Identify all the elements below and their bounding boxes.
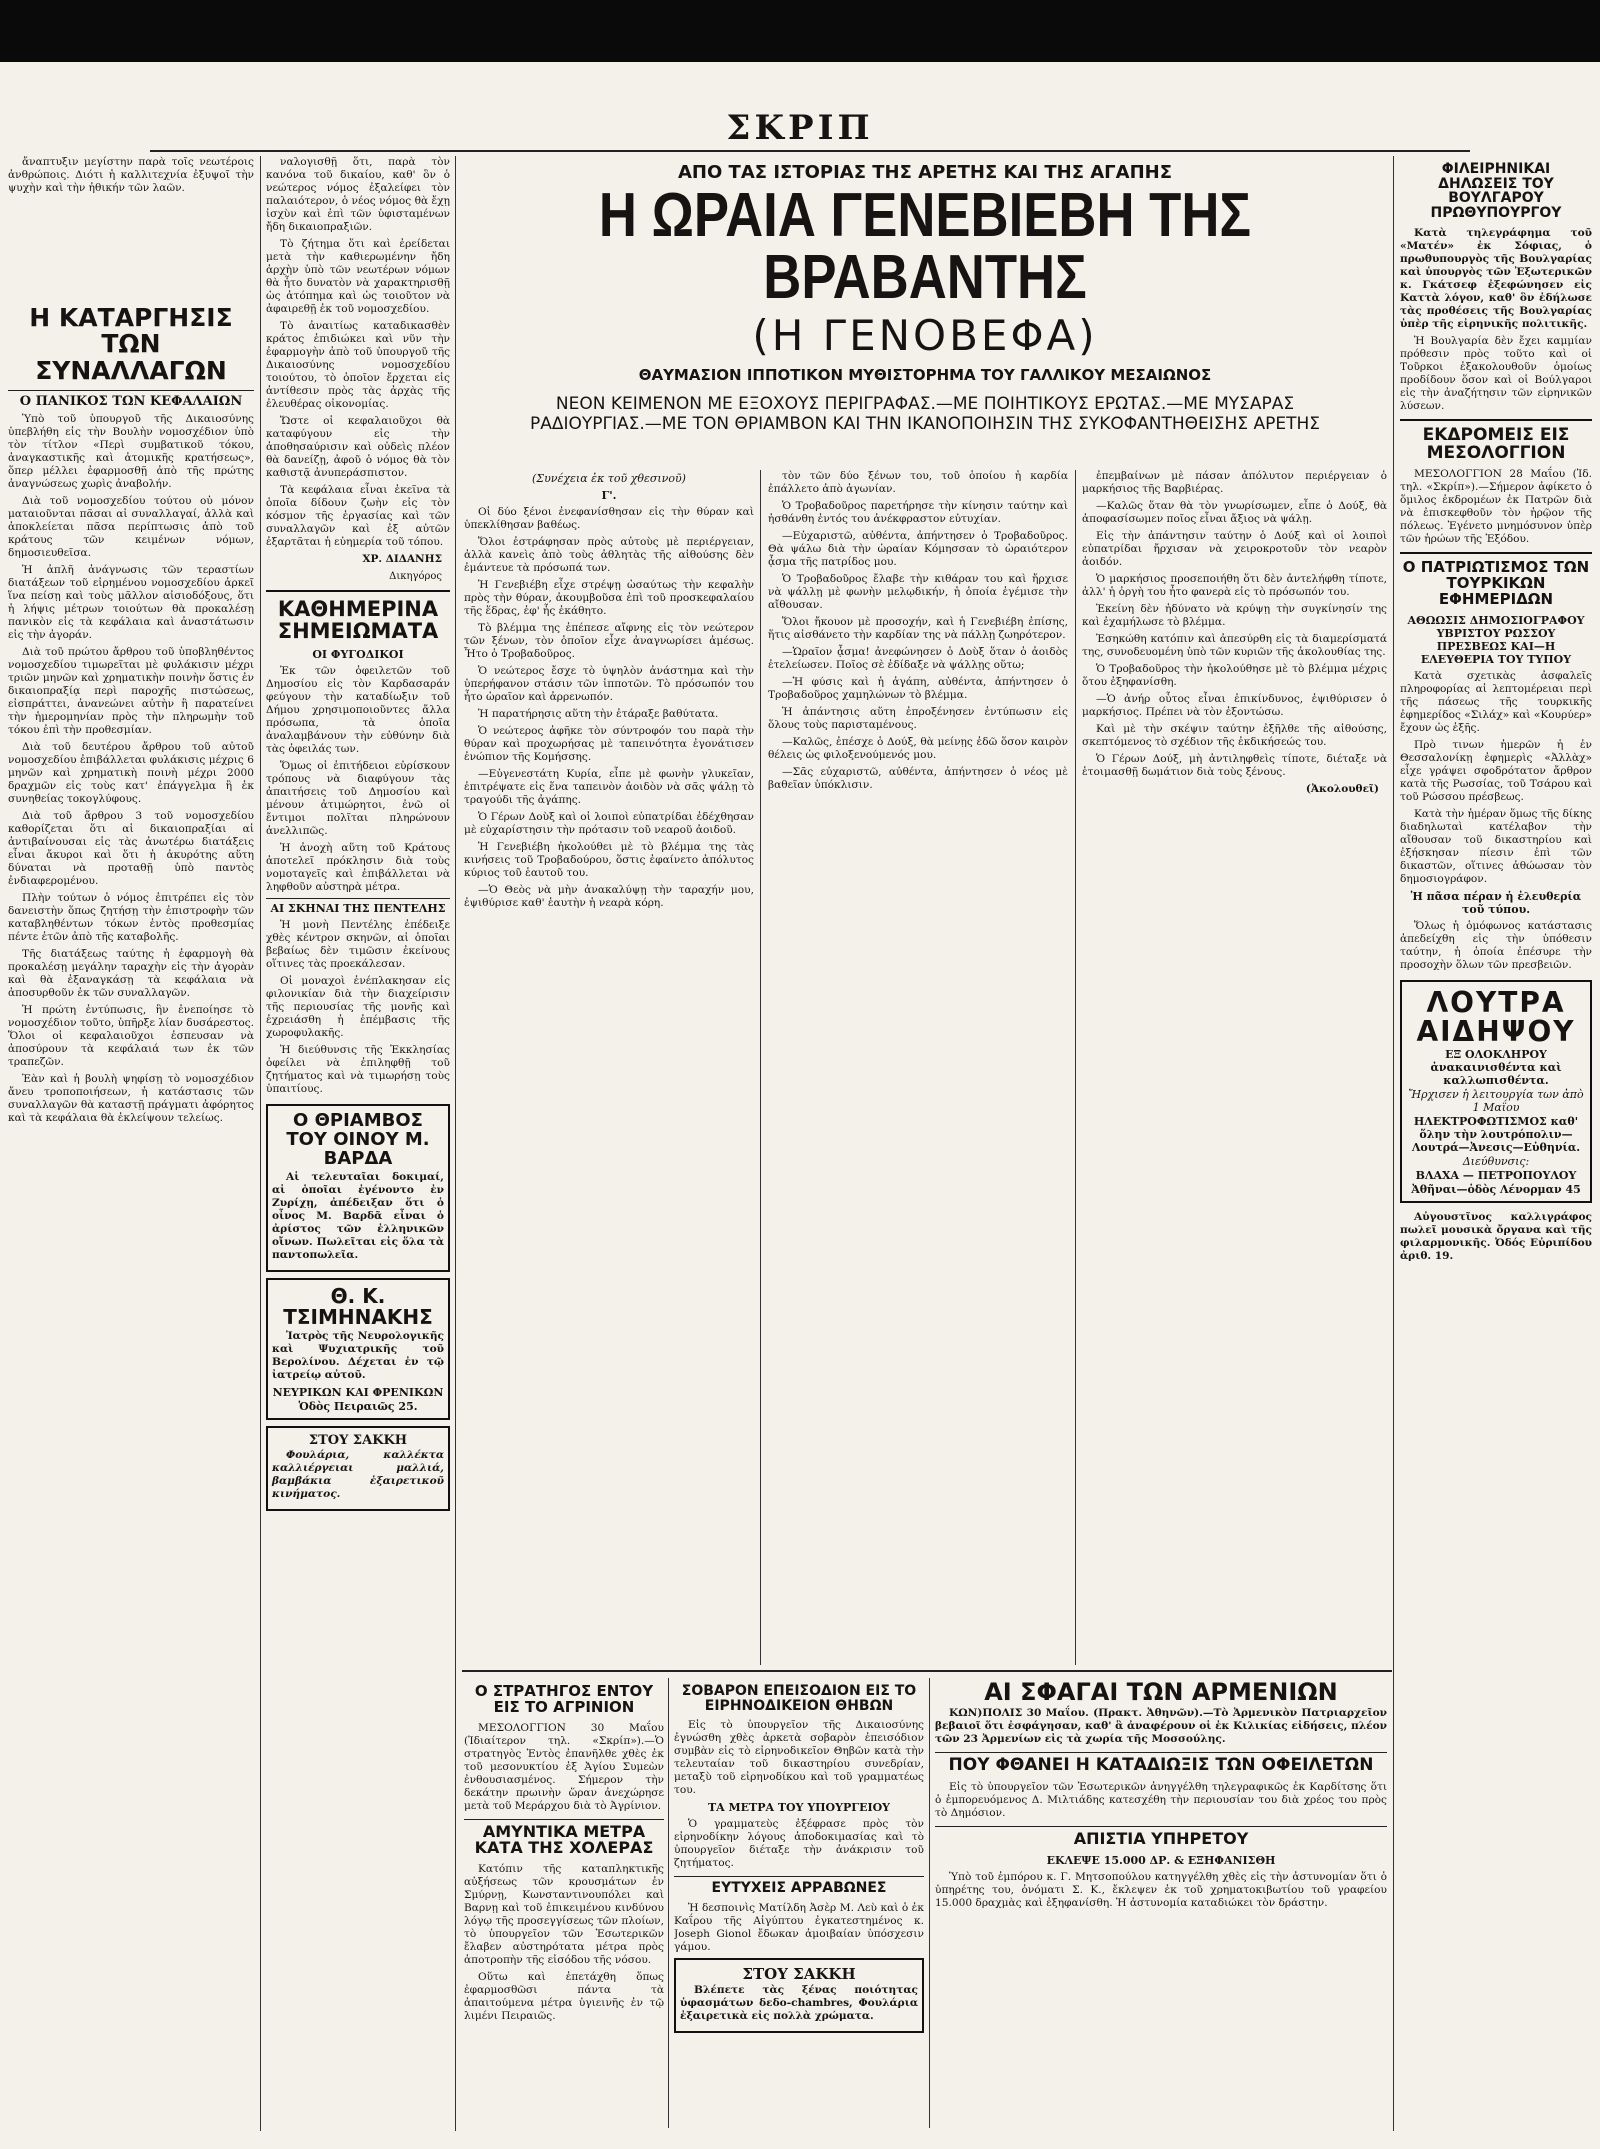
- article-text: Εἰς τὸ ὑπουργεῖον τῶν Ἐσωτερικῶν ἀνηγγέλθη τηλεγραφικῶς ἐκ Καρδίτσης ὅτι ὁ ἐμπορευόμενος Δ. Μιλτιάδης κατεσχέθη τὴν περιουσίαν του διὰ χρέος του πρὸς τὸ Δημόσιον.: [935, 1781, 1387, 1820]
- article-text: Διὰ τοῦ πρώτου ἄρθρου τοῦ ὑποβληθέντος νομοσχεδίου τιμωρεῖται μὲ φυλάκισιν μέχρι τριῶν μηνῶν καὶ χρηματικὴν ποινὴν ὅστις ἐν δικαιοπραξίᾳ περὶ παροχῆς πιστώσεως, εἰσπράττει, ἀνανεώνει αὐτὴν ἢ παρατείνει τὴν ἡμερομηνίαν πρὸς τὴν πληρωμὴν τοῦ τόκου ἐπὶ τὴν προθεσμίαν.: [8, 645, 254, 736]
- novel-kicker: ΑΠΟ ΤΑΣ ΙΣΤΟΡΙΑΣ ΤΗΣ ΑΡΕΤΗΣ ΚΑΙ ΤΗΣ ΑΓΑΠΗΣ: [677, 162, 1173, 183]
- article-title: ΑΙ ΣΦΑΓΑΙ ΤΩΝ ΑΡΜΕΝΙΩΝ: [984, 1678, 1338, 1706]
- novel-text: Ἐκείνη δὲν ἠδύνατο νὰ κρύψῃ τὴν συγκίνησίν της καὶ ἐχαμήλωσε τὸ βλέμμα.: [1082, 603, 1387, 628]
- article-subtitle: Ο ΠΑΝΙΚΟΣ ΤΩΝ ΚΕΦΑΛΑΙΩΝ: [8, 390, 254, 409]
- bottom-column-1: [464, 1678, 664, 2128]
- advertisement-doctor: [266, 1278, 450, 1420]
- novel-column-2: [768, 470, 1068, 1660]
- novel-text: Ὁ νεώτερος ἔσχε τὸ ὑψηλὸν ἀνάστημα καὶ τὴν ὑπερήφανον στάσιν τῶν ἱπποτῶν. Τὸ πρόσωπόν του ἦτο ὡραῖον καὶ ἀρρενωπόν.: [464, 665, 754, 703]
- novel-text: ἐπεμβαίνων μὲ πάσαν ἀπόλυτον περιέργειαν ὁ μαρκήσιος τῆς Βαρβιέρας.: [1082, 470, 1387, 495]
- article-text: Τῆς διατάξεως ταύτης ἡ ἐφαρμογὴ θὰ προκαλέσῃ μεγάλην ταραχὴν εἰς τὴν ἀγορὰν καὶ θὰ ἐξαναγκάσῃ τὰ κεφάλαια νὰ ἀποσυρθοῦν ἐκ τῶν συναλλαγῶν.: [8, 947, 254, 999]
- ad-title: Θ. Κ. ΤΣΙΜΗΝΑΚΗΣ: [283, 1283, 433, 1329]
- novel-tagline: ΘΑΥΜΑΣΙΟΝ ΙΠΠΟΤΙΚΟΝ ΜΥΘΙΣΤΟΡΗΜΑ ΤΟΥ ΓΑΛΛΙΚΟΥ ΜΕΣΑΙΩΝΟΣ: [638, 366, 1212, 384]
- article-text: Κατὰ τηλεγράφημα τοῦ «Ματέν» ἐκ Σόφιας, ὁ πρωθυπουργὸς τῆς Βουλγαρίας καὶ ὑπουργὸς τῶν Ἐξωτερικῶν κ. Γκάτσεφ ἐξεφώνησεν εἰς Καττὰ λόγον, καθ' ὃν ἐδήλωσε τὰς προθέσεις τῆς Βουλγαρίας ὑπὲρ τῆς εἰρηνικῆς πολιτικῆς.: [1400, 226, 1592, 330]
- bottom-column-3: [935, 1678, 1387, 2128]
- article-text: Πλὴν τούτων ὁ νόμος ἐπιτρέπει εἰς τὸν δανειστὴν ὅπως ζητήσῃ τὴν ἐπιστροφὴν τῶν καταβληθέντων τόκων ἐντὸς προθεσμίας πέντε ἐτῶν ἀπὸ τῆς καταβολῆς.: [8, 891, 254, 943]
- article-text: Ὑπὸ τοῦ ἐμπόρου κ. Γ. Μητσοπούλου κατηγγέλθη χθὲς εἰς τὴν ἀστυνομίαν ὅτι ὁ ὑπηρέτης του, ὀνόματι Σ. Κ., ἔκλεψεν ἐκ τοῦ χρηματοκιβωτίου τοῦ γραφείου 15.000 δραχμὰς καὶ ἐξηφανίσθη. Ἡ ἀστυνομία καταδιώκει τὸν δράστην.: [935, 1870, 1387, 1909]
- article-text: ΚΩΝ)ΠΟΛΙΣ 30 Μαΐου. (Πρακτ. Ἀθηνῶν).—Τὸ Ἀρμενικὸν Πατριαρχεῖον βεβαιοῖ ὅτι ἐσφάγησαν, καθ' ἃ ἀναφέρουν οἱ ἐκ Κιλικίας εἰδήσεις, πλέον τῶν 23 Ἀρμενίων εἰς τὰ χωρία τῆς Μοσσούλης.: [935, 1707, 1387, 1746]
- article-subtitle: ΕΚΛΕΨΕ 15.000 ΔΡ. & ΕΞΗΦΑΝΙΣΘΗ: [1046, 1853, 1276, 1867]
- article-subtitle: Ἡ πᾶσα πέραν ἡ ἐλευθερία τοῦ τύπου.: [1410, 889, 1582, 916]
- note-text: Οἱ μοναχοὶ ἐνέπλακησαν εἰς φιλονικίαν διὰ τὴν διαχείρισιν τῆς περιουσίας τῆς μονῆς καὶ ἐχρειάσθη ἡ ἐπέμβασις τῆς χωροφυλακῆς.: [266, 975, 450, 1040]
- novel-text: Οἱ δύο ξένοι ἐνεφανίσθησαν εἰς τὴν θύραν καὶ ὑπεκλίθησαν βαθέως.: [464, 506, 754, 531]
- novel-text: Ἡ Γενεβιέβη ἠκολούθει μὲ τὸ βλέμμα της τὰς κινήσεις τοῦ Τροβαδούρου, ὅστις ἐφαίνετο ἀπόλυτος κύριος τοῦ ἑαυτοῦ του.: [464, 841, 754, 879]
- novel-text: τὸν τῶν δύο ξένων του, τοῦ ὁποίου ἡ καρδία ἐπάλλετο ἀπὸ ἀγωνίαν.: [768, 470, 1068, 495]
- note-text: Ἡ μονὴ Πεντέλης ἐπέδειξε χθὲς κέντρον σκηνῶν, αἱ ὁποῖαι βεβαίως δὲν τιμῶσιν ἐκείνους οἵτινες τὰς προεκάλεσαν.: [266, 919, 450, 971]
- novel-text: Τὸ βλέμμα της ἐπέπεσε αἴφνης εἰς τὸν νεώτερον τῶν ξένων, τὸν ὁποῖον εἶχε ἀναγνωρίσει ἀμέσως. Ἦτο ὁ Τροβαδοῦρος.: [464, 622, 754, 660]
- continued-marker: (Ἀκολουθεῖ): [1305, 783, 1379, 795]
- novel-text: —Σᾶς εὐχαριστῶ, αὐθέντα, ἀπήντησεν ὁ νέος μὲ βαθεῖαν ὑπόκλισιν.: [768, 766, 1068, 791]
- article-text: Τὰ κεφάλαια εἶναι ἐκεῖνα τὰ ὁποῖα δίδουν ζωὴν εἰς τὸν κόσμον τῆς ἐργασίας καὶ τῶν συναλλαγῶν καὶ ἐξ αὐτῶν ἐξαρτᾶται ἡ εὐημερία τοῦ τόπου.: [266, 484, 450, 548]
- article-title: ΑΠΙΣΤΙΑ ΥΠΗΡΕΤΟΥ: [935, 1826, 1387, 1848]
- column-rule: [1075, 470, 1076, 1665]
- novel-text: Ἐσηκώθη κατόπιν καὶ ἀπεσύρθη εἰς τὰ διαμερίσματά της, συνοδευομένη ὑπὸ τῶν κυριῶν τῆς ἀκολουθίας της.: [1082, 633, 1387, 658]
- novel-text: —Ὡραῖον ᾆσμα! ἀνεφώνησεν ὁ Δοὺξ ὅταν ὁ ἀοιδὸς ἐτελείωσεν. Ποῖος σὲ ἐδίδαξε νὰ ψάλλῃς οὕτω;: [768, 646, 1068, 671]
- author-signature: ΧΡ. ΔΙΔΑΝΗΣ: [362, 553, 442, 565]
- article-text: Ἡ πρώτη ἐντύπωσις, ἣν ἐνεποίησε τὸ νομοσχέδιον τοῦτο, ὑπῆρξε λίαν δυσάρεστος. Ὅλοι οἱ κεφαλαιοῦχοι ἐσπευσαν νὰ ἀποσύρουν τὰ κεφάλαιά των ἐκ τῶν τραπεζῶν.: [8, 1003, 254, 1068]
- ad-line: Ἤρχισεν ἡ λειτουργία των ἀπὸ 1 Μαΐου: [1408, 1088, 1584, 1115]
- column-1: [8, 156, 254, 2141]
- chapter-number: Γ'.: [601, 489, 617, 502]
- novel-text: Ἡ ἀπάντησις αὕτη ἐπροξένησεν ἐντύπωσιν εἰς ὅλους τοὺς παρισταμένους.: [768, 706, 1068, 731]
- article-text: Πρὸ τινων ἡμερῶν ἡ ἐν Θεσσαλονίκῃ ἐφημερὶς «Ἀλλὰχ» εἶχε γράψει σφοδρότατον ἄρθρον κατὰ τῆς Ρωσσίας, τοῦ Τσάρου καὶ τοῦ Ρώσσου πρέσβεως.: [1400, 738, 1592, 803]
- ad-line: Ἀθῆναι—ὁδὸς Λένορμαν 45: [1411, 1183, 1581, 1197]
- note-text: Ἐκ τῶν ὀφειλετῶν τοῦ Δημοσίου εἰς τὸν Καρδασαράν φεύγουν τὴν καταδίωξιν τοῦ Δήμου χρησιμοποιοῦντες ἄλλα πρόσωπα, τὰ ὁποῖα ἀναλαμβάνουν τὴν εὐθύνην διὰ τὰς ὀφειλάς των.: [266, 665, 450, 756]
- advertisement-baths: [1400, 980, 1592, 1204]
- article-text: Εἰς τὸ ὑπουργεῖον τῆς Δικαιοσύνης ἐγνώσθη χθὲς ἀρκετὰ σοβαρὸν ἐπεισόδιον συμβὰν εἰς τὸ εἰρηνοδικεῖον Θηβῶν κατὰ τὴν τελευταίαν τοῦ δικαστηρίου συνεδρίαν, μεταξὺ τοῦ εἰρηνοδίκου καὶ τοῦ γραμματέως του.: [674, 1719, 924, 1797]
- article-text: ἄναπτυξιν μεγίστην παρὰ τοῖς νεωτέροις ἀνθρώποις. Διότι ἡ καλλιτεχνία ἐξυψοῖ τὴν ψυχὴν καὶ τὴν ἠθικήν τῶν λαῶν.: [8, 156, 254, 194]
- column-rule: [1393, 156, 1394, 2131]
- novel-text: Καὶ μὲ τὴν σκέψιν ταύτην ἐξῆλθε τῆς αἰθούσης, σκεπτόμενος τὸ σχέδιον τῆς ἐκδικήσεώς του.: [1082, 723, 1387, 748]
- ad-line: Διεύθυνσις:: [1462, 1155, 1530, 1169]
- article-title: ΦΙΛΕΙΡΗΝΙΚΑΙ ΔΗΛΩΣΕΙΣ ΤΟΥ ΒΟΥΛΓΑΡΟΥ ΠΡΩΘΥΠΟΥΡΓΟΥ: [1430, 161, 1562, 222]
- ad-title: ΣΤΟΥ ΣΑΚΚΗ: [742, 1965, 856, 1984]
- novel-text: Ὁ νεώτερος ἀφῆκε τὸν σύντροφόν του παρὰ τὴν θύραν καὶ προχωρήσας μὲ ταπεινότητα ἐγονάτισεν ἐνώπιον τῆς Κομήσσης.: [464, 725, 754, 763]
- article-text: ναλογισθῇ ὅτι, παρὰ τὸν κανόνα τοῦ δικαίου, καθ' ὃν ὁ νεώτερος νόμος ἐξαλείφει τὸν παλαιότερον, ὁ νέος νόμος θὰ ἔχῃ ἰσχὺν καὶ ἐπὶ τῶν ὑφισταμένων ἤδη δικαιοπραξιῶν.: [266, 156, 450, 233]
- novel-blurb: ΝΕΟΝ ΚΕΙΜΕΝΟΝ ΜΕ ΕΞΟΧΟΥΣ ΠΕΡΙΓΡΑΦΑΣ.—ΜΕ ΠΟΙΗΤΙΚΟΥΣ ΕΡΩΤΑΣ.—ΜΕ ΜΥΣΑΡΑΣ ΡΑΔΙΟΥΡΓΙΑΣ.—ΜΕ ΤΟΝ ΘΡΙΑΜΒΟΝ ΚΑΙ ΤΗΝ ΙΚΑΝΟΠΟΙΗΣΙΝ ΤΗΣ ΣΥΚΟΦΑΝΤΗΘΕΙΣΗΣ ΑΡΕΤΗΣ: [529, 394, 1320, 435]
- novel-column-1: [464, 470, 754, 1660]
- bottom-column-2: [674, 1678, 924, 2128]
- novel-text: Ὁ μαρκήσιος προσεποιήθη ὅτι δὲν ἀντελήφθη τίποτε, ἀλλ' ἡ ὀργὴ του ἦτο φανερὰ εἰς τὸ πρόσωπόν του.: [1082, 573, 1387, 598]
- article-title: Η ΚΑΤΑΡΓΗΣΙΣ ΤΩΝ ΣΥΝΑΛΛΑΓΩΝ: [29, 303, 233, 385]
- article-text: Ὥστε οἱ κεφαλαιοῦχοι θὰ καταφύγουν εἰς τὴν ἀποθησαύρισιν καὶ οὐδεὶς πλέον θὰ δανείζῃ, ἀφοῦ ὁ νόμος θὰ τὸν καθιστᾷ ἀνυπεράσπιστον.: [266, 415, 450, 479]
- ad-title: ΣΤΟΥ ΣΑΚΚΗ: [308, 1432, 408, 1448]
- section-rule: [462, 1670, 1392, 1672]
- article-text: Ὅλως ἡ ὁμόφωνος κατάστασις ἀπεδείχθη εἰς τὴν ὑπόθεσιν ταύτην, ἡ ὁποία ἐπέσυρε τὴν προσοχὴν ὅλων τῶν πρεσβειῶν.: [1400, 919, 1592, 971]
- article-title: ΕΚΔΡΟΜΕΙΣ ΕΙΣ ΜΕΣΟΛΟΓΓΙΟΝ: [1400, 419, 1592, 463]
- ad-text: Ἰατρὸς τῆς Νευρολογικῆς καὶ Ψυχιατρικῆς τοῦ Βερολίνου. Δέχεται ἐν τῷ ἰατρείῳ αὐτοῦ.: [272, 1329, 444, 1381]
- masthead-rule: [150, 150, 1470, 152]
- note-text: Ὅμως οἱ ἐπιτήδειοι εὑρίσκουν τρόπους νὰ διαφύγουν τὰς ἀπαιτήσεις τοῦ Δημοσίου καὶ μένουν ἀτιμώρητοι, ἐνῶ οἱ ἔντιμοι πολῖται πληρώνουν ἀνελλιπῶς.: [266, 760, 450, 838]
- novel-text: —Καλῶς ὅταν θὰ τὸν γνωρίσωμεν, εἶπε ὁ Δούξ, θὰ ἀποφασίσωμεν ποῖος εἶναι ἄξιος νὰ ψάλῃ.: [1082, 500, 1387, 525]
- ad-line: ΕΞ ΟΛΟΚΛΗΡΟΥ ἀνακαινισθέντα καὶ καλλωπισθέντα.: [1430, 1048, 1562, 1088]
- novel-text: Ὁ Τροβαδοῦρος παρετήρησε τὴν κίνησιν ταύτην καὶ ἠσθάνθη ἐντός του ἀνέκφραστον εὐτυχίαν.: [768, 500, 1068, 525]
- column-6: [1400, 156, 1592, 2141]
- novel-text: —Εὐγενεστάτη Κυρία, εἶπε μὲ φωνὴν γλυκεῖαν, ἐπιτρέψατε εἰς ἕνα ταπεινὸν ἀοιδὸν νὰ σᾶς ψάλῃ τὸ τραγούδι τῆς ἀγάπης.: [464, 768, 754, 806]
- article-text: Κατὰ σχετικὰς ἀσφαλεῖς πληροφορίας αἱ λεπτομέρειαι περὶ τῆς πάσεως τῆς τουρκικῆς ἐφημερίδος «Σιλάχ» καὶ «Κουρύερ» ἔχουν ὡς ἑξῆς.: [1400, 669, 1592, 734]
- novel-text: —Εὐχαριστῶ, αὐθέντα, ἀπήντησεν ὁ Τροβαδοῦρος. Θὰ ψάλω διὰ τὴν ὡραίαν Κόμησσαν τὸ ὡραιότερον ᾆσμα τῆς πατρίδος μου.: [768, 530, 1068, 568]
- article-text: Ἡ Βουλγαρία δὲν ἔχει καμμίαν πρόθεσιν πρὸς τοῦτο καὶ οἱ Τοῦρκοι ἐξακολουθοῦν ὁμοίως προδίδουν ὅσον καὶ οἱ Βούλγαροι εἰς τὴν ἀναζήτησιν τῶν εἰρηνικῶν λύσεων.: [1400, 334, 1592, 412]
- article-text: Διὰ τοῦ νομοσχεδίου τούτου οὐ μόνον ματαιοῦνται πᾶσαι αἱ συναλλαγαί, ἀλλὰ καὶ ἀποκλείεται πᾶσα περίπτωσις ἀπὸ τοῦ κράτους τῶν κειμένων νόμων, δημοσιευθεῖσα.: [8, 494, 254, 559]
- article-text: Τὸ ζήτημα ὅτι καὶ ἐρείδεται μετὰ τὴν καθιερωμένην ἤδη ἀρχὴν ὑπὸ τῶν νεωτέρων νόμων θὰ ἦτο δυνατὸν νὰ χαρακτηρισθῇ ὡς ἀτόπημα καὶ ὡς τοιοῦτον νὰ ἀφαιρεθῇ ἐκ τοῦ νομοσχεδίου.: [266, 238, 450, 315]
- novel-text: Ἡ παρατήρησις αὕτη τὴν ἐτάραξε βαθύτατα.: [478, 708, 719, 720]
- novel-text: —Ὁ ἀνήρ οὗτος εἶναι ἐπικίνδυνος, ἐψιθύρισεν ὁ μαρκήσιος. Πρέπει νὰ τὸν ἐξοντώσω.: [1082, 693, 1387, 718]
- article-title: ΠΟΥ ΦΘΑΝΕΙ Η ΚΑΤΑΔΙΩΞΙΣ ΤΩΝ ΟΦΕΙΛΕΤΩΝ: [935, 1752, 1387, 1775]
- author-role: Δικηγόρος: [389, 571, 442, 582]
- masthead: ΣΚΡΙΠ: [726, 108, 874, 148]
- ad-text: Φουλάρια, καλλέκτα καλλιέργειαι μαλλιά, βαμβάκια ἐξαιρετικοῦ κινήματος.: [272, 1448, 444, 1500]
- column-rule: [260, 156, 261, 2131]
- ad-title: Ο ΘΡΙΑΜΒΟΣ ΤΟΥ ΟΙΝΟΥ Μ. ΒΑΡΔΑ: [286, 1110, 430, 1169]
- novel-text: Ἡ Γενεβιέβη εἶχε στρέψῃ ὡσαύτως τὴν κεφαλὴν πρὸς τὴν θύραν, ἀκουμβοῦσα ἐπὶ τοῦ προσκεφαλαίου τῆς ἕδρας, ἐφ' ἧς ἐκάθητο.: [464, 579, 754, 617]
- note-title: ΑΙ ΣΚΗΝΑΙ ΤΗΣ ΠΕΝΤΕΛΗΣ: [266, 898, 450, 915]
- section-title: ΚΑΘΗΜΕΡΙΝΑ ΣΗΜΕΙΩΜΑΤΑ: [266, 590, 450, 642]
- novel-text: Ὁ Γέρων Δούξ, μὴ ἀντιληφθεὶς τίποτε, διέταξε νὰ ἑτοιμασθῇ δωμάτιον διὰ τοὺς ξένους.: [1082, 753, 1387, 778]
- continued-note: (Συνέχεια ἐκ τοῦ χθεσινοῦ): [532, 472, 686, 485]
- column-rule: [668, 1678, 669, 2128]
- article-text: Ὁ γραμματεὺς ἐξέφρασε πρὸς τὸν εἰρηνοδίκην λόγους ἀποδοκιμασίας καὶ τὸ ὑπουργεῖον διέταξε τὴν ἀνάκρισιν τοῦ ζητήματος.: [674, 1818, 924, 1870]
- novel-text: —Καλῶς, ἐπέσχε ὁ Δούξ, θὰ μείνῃς ἐδῶ ὅσον καιρὸν θέλεις ὡς φιλοξενούμενός μου.: [768, 736, 1068, 761]
- article-text: Κατὰ τὴν ἡμέραν ὅμως τῆς δίκης διαδηλωταὶ κατέλαβον τὴν αἴθουσαν τοῦ δικαστηρίου καὶ ἐξήσκησαν πίεσιν ἐπὶ τῶν δικαστῶν, οἵτινες ἀθώωσαν τὸν δημοσιογράφον.: [1400, 807, 1592, 885]
- ad-title: ΛΟΥΤΡΑ ΑΙΔΗΨΟΥ: [1416, 985, 1576, 1049]
- classified-ad: Αὐγουστῖνος καλλιγράφος πωλεῖ μουσικὰ ὄργανα καὶ τῆς φιλαρμονικῆς. Ὀδός Εὐριπίδου ἀριθ. 19.: [1400, 1211, 1592, 1263]
- advertisement-shop: [266, 1426, 450, 1511]
- article-title: Ο ΣΤΡΑΤΗΓΟΣ ΕΝΤΟΥ ΕΙΣ ΤΟ ΑΓΡΙΝΙΟΝ: [474, 1682, 654, 1716]
- ad-tag: ΝΕΥΡΙΚΩΝ ΚΑΙ ΦΡΕΝΙΚΩΝ: [272, 1385, 444, 1399]
- column-rule: [760, 470, 761, 1665]
- novel-text: Ὁ Γέρων Δοὺξ καὶ οἱ λοιποὶ εὐπατρίδαι ἐδέχθησαν μὲ εὐχαρίστησιν τὴν πρότασιν τοῦ νεαροῦ ἀοιδοῦ.: [464, 811, 754, 836]
- note-text: Ἡ διεύθυνσις τῆς Ἐκκλησίας ὀφείλει νὰ ἐπιληφθῇ τοῦ ζητήματος καὶ νὰ τιμωρήσῃ τοὺς ὑπαιτίους.: [266, 1044, 450, 1096]
- article-text: Διὰ τοῦ ἄρθρου 3 τοῦ νομοσχεδίου καθορίζεται ὅτι αἱ δικαιοπραξίαι αἱ ἀντιβαίνουσαι εἰς τὰς ἀνωτέρω διατάξεις εἶναι ἄκυροι καὶ ὅτι ἡ ἀκυρότης αὕτη δύναται νὰ προταθῇ ὑπὸ παντὸς ἐνδιαφερομένου.: [8, 809, 254, 887]
- article-text: ΜΕΣΟΛΟΓΓΙΟΝ 28 Μαΐου (Ἰδ. τηλ. «Σκρίπ»).—Σήμερον ἀφίκετο ὁ ὅμιλος ἐκδρομέων ἐκ Πατρῶν διὰ νὰ ἐπισκεφθοῦν τὸν ἡρῷον τῆς πόλεως. Ἐγένετο μνημόσυνον ὑπὲρ τῶν ἡρώων τῆς Ἐξόδου.: [1400, 468, 1592, 546]
- article-title: ΕΥΤΥΧΕΙΣ ΑΡΡΑΒΩΝΕΣ: [674, 1876, 924, 1896]
- novel-header: [462, 156, 1388, 468]
- article-text: Τὸ ἀναιτίως καταδικασθὲν κράτος ἐπιδιώκει καὶ νῦν τὴν ἐφαρμογὴν ἀπὸ τοῦ ὑπουργοῦ τῆς Δικαιοσύνης νομοσχεδίου τοιούτου, τὸ ὁποῖον ἔρχεται εἰς ἀντίθεσιν πρὸς τὰς ἀρχὰς τῆς ἐλευθέρας οἰκονομίας.: [266, 320, 450, 410]
- article-title: ΑΜΥΝΤΙΚΑ ΜΕΤΡΑ ΚΑΤΑ ΤΗΣ ΧΟΛΕΡΑΣ: [464, 1819, 664, 1858]
- article-title: Ο ΠΑΤΡΙΩΤΙΣΜΟΣ ΤΩΝ ΤΟΥΡΚΙΚΩΝ ΕΦΗΜΕΡΙΔΩΝ: [1400, 552, 1592, 607]
- column-2: [266, 156, 450, 2141]
- novel-subtitle: (Η ΓΕΝΟΒΕΦΑ): [752, 311, 1098, 360]
- article-subtitle: ΤΑ ΜΕΤΡΑ ΤΟΥ ΥΠΟΥΡΓΕΙΟΥ: [707, 1801, 891, 1815]
- novel-text: —Ἡ φύσις καὶ ἡ ἀγάπη, αὐθέντα, ἀπήντησεν ὁ Τροβαδοῦρος χαμηλώνων τὸ βλέμμα.: [768, 676, 1068, 701]
- article-text: Οὕτω καὶ ἐπετάχθη ὅπως ἐφαρμοσθῶσι πάντα τὰ ἀπαιτούμενα μέτρα ὑγιεινῆς ἐν τῷ λιμένι Πειραιῶς.: [464, 1971, 664, 2023]
- article-text: Ὑπὸ τοῦ ὑπουργοῦ τῆς Δικαιοσύνης ὑπεβλήθη εἰς τὴν Βουλὴν νομοσχέδιον ὑπὸ τὸν τίτλον «Περὶ συμβατικοῦ τόκου, ἀναγκαστικῆς καὶ ἀτομικῆς κρατήσεως», ὅπερ μέλλει ἐφαρμοσθῇ ἀπὸ τῆς πρώτης ἀναγνώσεως χωρὶς ἀναβολήν.: [8, 412, 254, 490]
- novel-text: Ὁ Τροβαδοῦρος ἔλαβε τὴν κιθάραν του καὶ ἤρχισε νὰ ψάλλῃ μὲ φωνὴν μελῳδικήν, ἡ ὁποία ἐγέμισε τὴν αἴθουσαν.: [768, 573, 1068, 611]
- novel-text: Ὅλοι ἐστράφησαν πρὸς αὐτοὺς μὲ περιέργειαν, ἀλλὰ κανεὶς ἀπὸ τοὺς ἀθλητὰς τῆς αἰθούσης δὲν ἐμάντευε τὰ πρόσωπά των.: [464, 536, 754, 574]
- article-title: ΣΟΒΑΡΟΝ ΕΠΕΙΣΟΔΙΟΝ ΕΙΣ ΤΟ ΕΙΡΗΝΟΔΙΚΕΙΟΝ ΘΗΒΩΝ: [681, 1683, 917, 1714]
- novel-text: Ὁ Τροβαδοῦρος τὴν ἠκολούθησε μὲ τὸ βλέμμα μέχρις ὅτου ἐξηφανίσθη.: [1082, 663, 1387, 688]
- ad-line: ΒΛΑΧΑ — ΠΕΤΡΟΠΟΥΛΟΥ: [1415, 1169, 1577, 1183]
- article-text: Κατόπιν τῆς καταπληκτικῆς αὐξήσεως τῶν κρουσμάτων ἐν Σμύρνῃ, Κωνσταντινουπόλει καὶ Βαρνῃ καὶ τοῦ ἐπικειμένου κινδύνου λόγῳ τῆς προσεγγίσεως τῶν πλοίων, τὸ ὑπουργεῖον τῶν Ἐσωτερικῶν ἔλαβεν αὐστηρότατα μέτρα πρὸς ἀποτροπὴν τῆς εἰσόδου τῆς νόσου.: [464, 1863, 664, 1967]
- novel-text: —Ὁ Θεὸς νὰ μὴν ἀνακαλύψῃ τὴν ταραχήν μου, ἐψιθύρισε καθ' ἑαυτὴν ἡ νεαρὰ κόρη.: [464, 884, 754, 909]
- ad-line: ΗΛΕΚΤΡΟΦΩΤΙΣΜΟΣ καθ' ὅλην τὴν λουτρόπολιν—Λουτρά—Ἀνεσις—Εὐθηνία.: [1411, 1115, 1581, 1155]
- top-black-band: [0, 0, 1600, 62]
- advertisement-wine: [266, 1104, 450, 1272]
- novel-title: Η ΩΡΑΙΑ ΓΕΝΕΒΙΕΒΗ ΤΗΣ ΒΡΑΒΑΝΤΗΣ: [598, 181, 1252, 312]
- novel-text: Ὅλοι ἤκουον μὲ προσοχήν, καὶ ἡ Γενεβιέβη ἐπίσης, ἥτις αἰσθάνετο τὴν καρδίαν της νὰ πάλλῃ ζωηρότερον.: [768, 616, 1068, 641]
- ad-address: Ὁδὸς Πειραιῶς 25.: [298, 1399, 418, 1413]
- column-rule: [455, 156, 456, 2131]
- ad-text: Αἱ τελευταῖαι δοκιμαί, αἱ ὁποῖαι ἐγένοντο ἐν Ζυρίχῃ, ἀπέδειξαν ὅτι ὁ οἶνος Μ. Βαρδᾶ εἶναι ὁ ἀρίστος τῶν ἑλληνικῶν οἴνων. Πωλεῖται εἰς ὅλα τὰ παντοπωλεῖα.: [272, 1170, 444, 1261]
- article-text: ΜΕΣΟΛΟΓΓΙΟΝ 30 Μαΐου (Ἰδιαίτερον τηλ. «Σκρίπ»).—Ὁ στρατηγὸς Ἐντὸς ἐπανῆλθε χθὲς ἐκ τοῦ μεσονυκτίου ἐξ Ἀγίου Συμεὼν ἐνθουσιασμένος. Σήμερον τὴν δεκάτην πρωινὴν ὥραν ἀνεχώρησε μετὰ τοῦ Μεράρχου διὰ τὸ Ἀγρίνιον.: [464, 1721, 664, 1812]
- article-text: Ἡ ἀπλῆ ἀνάγνωσις τῶν τεραστίων διατάξεων τοῦ εἰρημένου νομοσχεδίου ἀρκεῖ ἵνα πείσῃ καὶ τοὺς μᾶλλον αἰσιοδόξους, ὅτι ἡ λήψις μέτρων τοιούτων θὰ προκαλέσῃ πανικὸν εἰς τὰ κεφάλαια καὶ ἀναστάτωσιν εἰς τὴν ἀγοράν.: [8, 563, 254, 641]
- novel-text: Εἰς τὴν ἀπάντησιν ταύτην ὁ Δούξ καὶ οἱ λοιποὶ εὐπατρίδαι ἤρχισαν νὰ χειροκροτοῦν τὸν νεαρὸν ἀοιδόν.: [1082, 530, 1387, 568]
- advertisement-shop: [674, 1958, 924, 2033]
- article-text: Ἡ δεσποινὶς Ματίλδη Ἀσὲρ Μ. Λεὺ καὶ ὁ ἐκ Καΐρου τῆς Αἰγύπτου ἐγκατεστημένος κ. Joseph Gionol ἔδωκαν ἀμοιβαίαν ὑπόσχεσιν γάμου.: [674, 1902, 924, 1954]
- novel-column-3: [1082, 470, 1387, 1660]
- note-text: Ἡ ἀνοχὴ αὕτη τοῦ Κράτους ἀποτελεῖ πρόκλησιν διὰ τοὺς νομοταγεῖς καὶ ἐπιβάλλεται νὰ ληφθοῦν αὐστηρὰ μέτρα.: [266, 842, 450, 894]
- column-rule: [929, 1678, 930, 2128]
- article-text: Ἐὰν καὶ ἡ βουλὴ ψηφίσῃ τὸ νομοσχέδιον ἄνευ τροποποιήσεων, ἡ κατάστασις τῶν συναλλαγῶν θὰ καταστῇ πράγματι ἀφόρητος καὶ τὰ κεφάλαια θὰ ἐκλείψουν τελείως.: [8, 1072, 254, 1124]
- ad-text: Βλέπετε τὰς ξένας ποιότητας ὑφασμάτων δεδο-chambres, Φουλάρια ἐξαιρετικὰ εἰς πολλὰ χρώματα.: [680, 1984, 918, 2023]
- article-subtitle: ΑΘΩΩΣΙΣ ΔΗΜΟΣΙΟΓΡΑΦΟΥ ΥΒΡΙΣΤΟΥ ΡΩΣΣΟΥ ΠΡΕΣΒΕΩΣ ΚΑΙ—Η ΕΛΕΥΘΕΡΙΑ ΤΟΥ ΤΥΠΟΥ: [1407, 613, 1585, 666]
- article-text: Διὰ τοῦ δευτέρου ἄρθρου τοῦ αὐτοῦ νομοσχεδίου ἐπιβάλλεται φυλάκισις μέχρις 6 μηνῶν καὶ χρηματικὴ ποινὴ μέχρι 2000 δραχμῶν εἰς τοὺς κατ' ἐπάγγελμα ἢ ἐκ συνηθείας τοκογλύφους.: [8, 740, 254, 805]
- note-title: ΟΙ ΦΥΓΟΔΙΚΟΙ: [312, 648, 404, 662]
